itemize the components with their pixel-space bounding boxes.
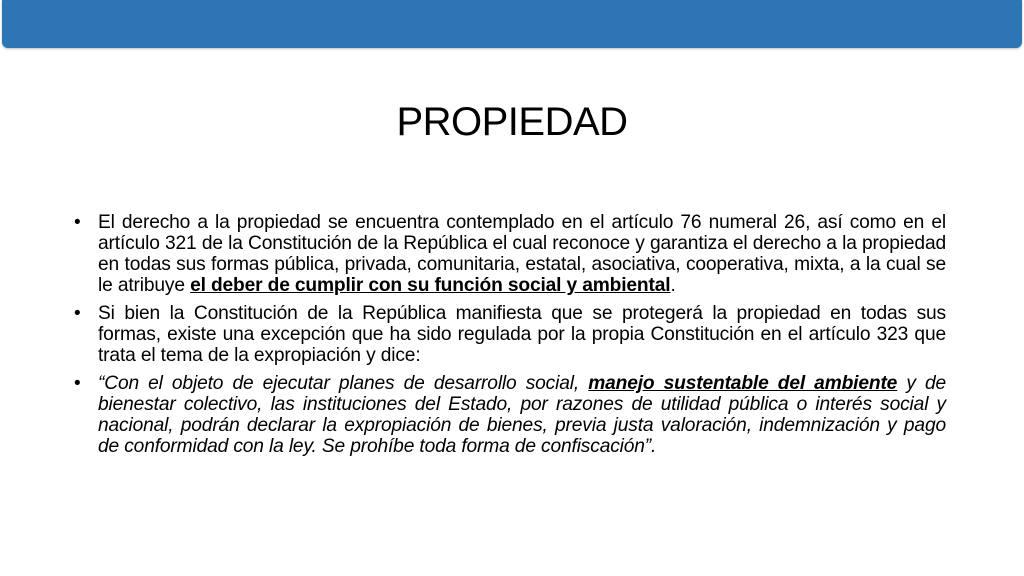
bullet-dot-icon: • xyxy=(74,303,81,324)
bullet-3-text-end: y de bienestar colectivo, las instituciones del Estado, por razones de utilidad pública o interés social y nacional, podrán declarar la expropiación de bienes, previa justa valoración, indemnización y pago de conformidad con la ley. Se prohíbe toda forma de confiscación”. xyxy=(98,373,946,457)
bullet-item-3 xyxy=(74,373,946,457)
slide-title: PROPIEDAD xyxy=(396,100,628,144)
bullet-1-text: El derecho a la propiedad se encuentra contemplado en el artículo 76 numeral 26, así como en el artículo 321 de la Constitución de la República el cual reconoce y garantiza el derecho a la propiedad en todas sus formas pública, privada, comunitaria, estatal, asociativa, cooperativa, mixta, a la cual se le atribuye xyxy=(98,212,946,296)
bullet-list xyxy=(74,212,946,464)
bullet-item-1 xyxy=(74,212,946,296)
bullet-2-text: Si bien la Constitución de la República manifiesta que se protegerá la propiedad en todas sus formas, existe una excepción que ha sido regulada por la propia Constitución en el artículo 323 que trata el tema de la expropiación y dice: xyxy=(98,303,946,366)
bullet-dot-icon: • xyxy=(74,373,81,394)
bullet-1-emphasis: el deber de cumplir con su función social y ambiental xyxy=(190,275,671,296)
bullet-item-2 xyxy=(74,303,946,366)
bullet-3-text: “Con el objeto de ejecutar planes de desarrollo social, xyxy=(98,373,589,394)
bullet-1-text-end: . xyxy=(670,275,676,296)
header-bar xyxy=(2,0,1022,48)
bullet-3-emphasis: manejo sustentable del ambiente xyxy=(588,373,898,394)
bullet-dot-icon: • xyxy=(74,212,81,233)
